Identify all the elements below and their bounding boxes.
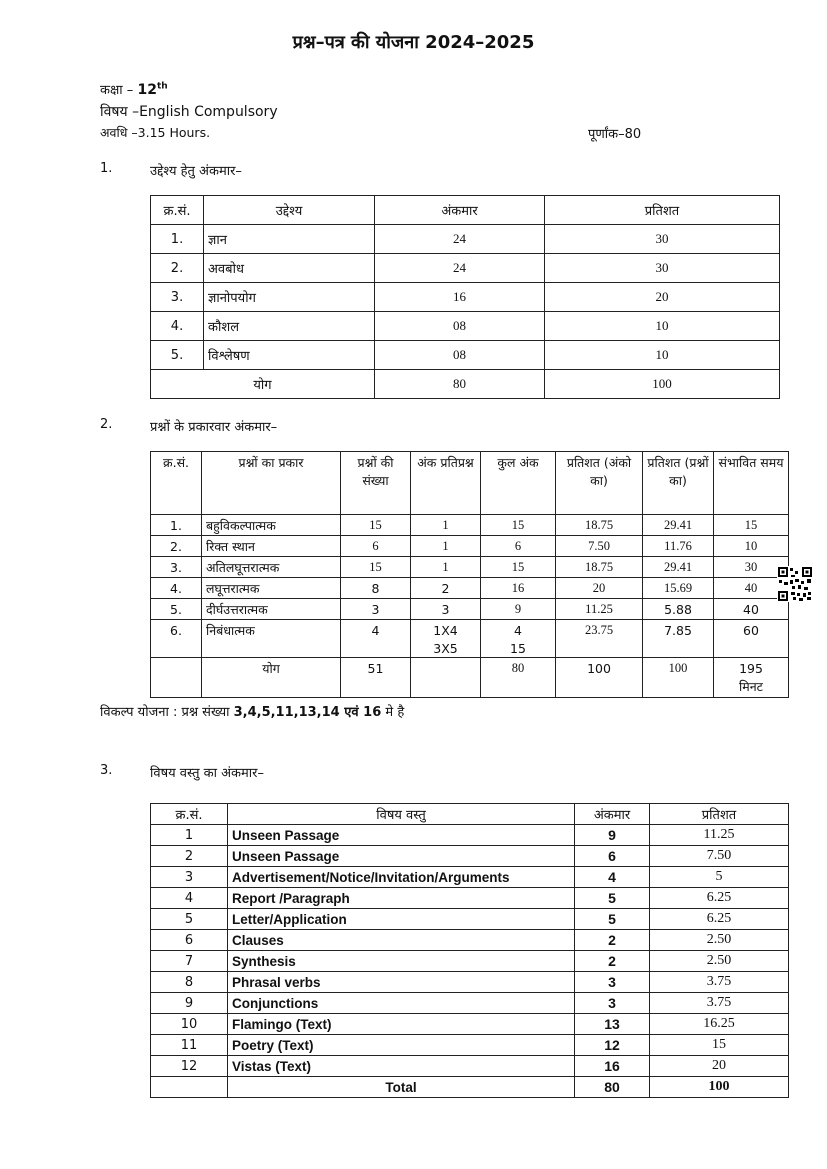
table-cell: 2.50 [650, 930, 789, 951]
table-cell: 12 [575, 1035, 650, 1056]
table-cell: 24 [375, 254, 545, 283]
table-cell: 5 [575, 888, 650, 909]
table-cell: 2 [575, 951, 650, 972]
time-total: 195 [739, 661, 763, 676]
table-cell: बहुविकल्पात्मक [202, 515, 341, 536]
table-cell: 29.41 [643, 557, 714, 578]
table-cell: 5 [575, 909, 650, 930]
table-cell: Poetry (Text) [228, 1035, 575, 1056]
table-cell: 9 [151, 993, 228, 1014]
table-cell: 5.88 [643, 599, 714, 620]
marks-line-2: 3X5 [433, 640, 458, 656]
table-row [151, 341, 780, 370]
duration-line: अवधि –3.15 Hours. [100, 125, 211, 140]
note-bold: 3,4,5,11,13,14 एवं 16 [233, 705, 382, 720]
section3-number: 3. [100, 763, 113, 778]
subject-line: विषय –English Compulsory [100, 104, 278, 120]
table-cell: 7 [151, 951, 228, 972]
table-cell: 11 [151, 1035, 228, 1056]
class-label: कक्षा – [100, 83, 134, 98]
table-row [151, 888, 789, 909]
page-title: प्रश्न–पत्र की योजना 2024–2025 [292, 32, 535, 53]
table-cell: 2. [151, 254, 204, 283]
header-cell: अंक प्रतिप्रश्न [411, 452, 481, 515]
header-cell: प्रश्नों का प्रकार [202, 452, 341, 515]
total-cell: 100 [545, 370, 780, 399]
table-cell: 1. [151, 515, 202, 536]
table-cell: कौशल [204, 312, 375, 341]
header-cell: अंकमार [575, 804, 650, 825]
table-cell: 18.75 [556, 515, 643, 536]
table-row [151, 599, 789, 620]
table-cell: 6 [341, 536, 411, 557]
section2-heading: प्रश्नों के प्रकारवार अंकमार– [150, 420, 278, 435]
table-cell: 16.25 [650, 1014, 789, 1035]
table-cell: 15 [341, 515, 411, 536]
total-cell: 80 [481, 658, 556, 698]
table-cell: 15 [341, 557, 411, 578]
section3-heading: विषय वस्तु का अंकमार– [150, 766, 264, 781]
table-cell: 10 [151, 1014, 228, 1035]
header-cell: उद्देश्य [204, 196, 375, 225]
header-cell: क्र.सं. [151, 196, 204, 225]
table-cell: 4 [575, 867, 650, 888]
table-header-row [151, 196, 780, 225]
table-cell: 08 [375, 341, 545, 370]
table-cell: 5 [151, 909, 228, 930]
total-cell: 80 [375, 370, 545, 399]
table-cell: 13 [575, 1014, 650, 1035]
table-cell: 9 [481, 599, 556, 620]
table-cell: 16 [375, 283, 545, 312]
table-cell: 30 [545, 225, 780, 254]
table-cell: 3. [151, 283, 204, 312]
qr-code-icon [777, 566, 813, 602]
table-total-row [151, 1077, 789, 1098]
table-cell: 1. [151, 225, 204, 254]
header-cell: प्रतिशत (अंको का) [556, 452, 643, 515]
table-cell: 10 [545, 341, 780, 370]
table-cell: 40 [714, 599, 789, 620]
table-total-row [151, 370, 780, 399]
table-cell: 2 [575, 930, 650, 951]
table-cell: 8 [341, 578, 411, 599]
table-cell: 5 [650, 867, 789, 888]
table-cell: 11.25 [556, 599, 643, 620]
header-cell: क्र.सं. [151, 804, 228, 825]
total-cell: 80 [575, 1077, 650, 1098]
table-cell: 20 [556, 578, 643, 599]
header-cell: अंकमार [375, 196, 545, 225]
table-cell: 4. [151, 578, 202, 599]
table-row [151, 1035, 789, 1056]
table-cell: 3 [151, 867, 228, 888]
table-cell: 7.50 [650, 846, 789, 867]
table-cell: 4 [151, 888, 228, 909]
note-suffix: मे है [381, 705, 405, 720]
table-cell [151, 1077, 228, 1098]
table-row [151, 225, 780, 254]
table-cell: 3.75 [650, 993, 789, 1014]
total-cell [411, 658, 481, 698]
table-cell: अतिलघूत्तरात्मक [202, 557, 341, 578]
table-cell: 24 [375, 225, 545, 254]
table-cell: 7.50 [556, 536, 643, 557]
section2-number: 2. [100, 417, 113, 432]
table-cell: 8 [151, 972, 228, 993]
total-line-2: 15 [510, 640, 526, 656]
total-line-1: 4 [514, 623, 522, 638]
table-cell: Unseen Passage [228, 825, 575, 846]
table-cell: निबंधात्मक [202, 620, 341, 658]
total-cell [714, 658, 789, 698]
question-type-table [150, 451, 789, 698]
table-row [151, 312, 780, 341]
table-row [151, 1014, 789, 1035]
table-cell: 3 [575, 972, 650, 993]
total-cell: 51 [341, 658, 411, 698]
table-cell: Conjunctions [228, 993, 575, 1014]
table-cell: 12 [151, 1056, 228, 1077]
total-label: योग [151, 370, 375, 399]
table-cell: 16 [575, 1056, 650, 1077]
table-row [151, 620, 789, 658]
total-cell: 100 [643, 658, 714, 698]
table-cell: 30 [545, 254, 780, 283]
table-row [151, 846, 789, 867]
header-cell: संभावित समय [714, 452, 789, 515]
header-cell: कुल अंक [481, 452, 556, 515]
table-cell: Phrasal verbs [228, 972, 575, 993]
table-cell: 6. [151, 620, 202, 658]
table-cell: 5. [151, 341, 204, 370]
table-cell: 15 [481, 557, 556, 578]
table-cell: 6 [575, 846, 650, 867]
table-cell: Letter/Application [228, 909, 575, 930]
table-cell: 1 [411, 557, 481, 578]
table-cell: 20 [650, 1056, 789, 1077]
max-marks: पूर्णांक–80 [588, 127, 642, 142]
table-cell: 3 [341, 599, 411, 620]
table-cell: 1 [411, 515, 481, 536]
option-scheme-note [100, 702, 404, 720]
table-cell: 10 [545, 312, 780, 341]
table-row [151, 557, 789, 578]
table-row [151, 578, 789, 599]
table-cell: 3 [411, 599, 481, 620]
table-cell: 4 [341, 620, 411, 658]
table-cell [481, 620, 556, 658]
table-row [151, 1056, 789, 1077]
table-cell: 4. [151, 312, 204, 341]
table-cell: 10 [714, 536, 789, 557]
table-cell: Clauses [228, 930, 575, 951]
class-line [100, 80, 168, 98]
class-value: 12 [137, 82, 157, 98]
table-cell: 2. [151, 536, 202, 557]
table-cell: 15 [650, 1035, 789, 1056]
table-cell: 40 [714, 578, 789, 599]
table-header-row [151, 452, 789, 515]
table-cell: 7.85 [643, 620, 714, 658]
table-cell: 15 [714, 515, 789, 536]
table-row [151, 972, 789, 993]
section1-heading: उद्देश्य हेतु अंकमार– [150, 164, 242, 179]
table-cell: अवबोध [204, 254, 375, 283]
table-cell: 5. [151, 599, 202, 620]
table-row [151, 930, 789, 951]
table-cell: 6 [151, 930, 228, 951]
table-cell: ज्ञानोपयोग [204, 283, 375, 312]
table-row [151, 515, 789, 536]
content-table [150, 803, 789, 1098]
total-cell: 100 [650, 1077, 789, 1098]
table-cell: 15 [481, 515, 556, 536]
table-cell: ज्ञान [204, 225, 375, 254]
table-cell: Flamingo (Text) [228, 1014, 575, 1035]
table-cell: 1 [151, 825, 228, 846]
header-cell: प्रश्नों की संख्या [341, 452, 411, 515]
table-cell: 3.75 [650, 972, 789, 993]
total-label: योग [202, 658, 341, 698]
table-cell: विश्लेषण [204, 341, 375, 370]
table-cell: 2.50 [650, 951, 789, 972]
table-cell: 11.76 [643, 536, 714, 557]
total-label: Total [228, 1077, 575, 1098]
table-cell: 60 [714, 620, 789, 658]
table-cell: Advertisement/Notice/Invitation/Arguments [228, 867, 575, 888]
table-row [151, 825, 789, 846]
table-cell: लघूत्तरात्मक [202, 578, 341, 599]
table-cell: Vistas (Text) [228, 1056, 575, 1077]
table-cell: 23.75 [556, 620, 643, 658]
total-cell: 100 [556, 658, 643, 698]
table-cell: 2 [151, 846, 228, 867]
table-row [151, 951, 789, 972]
table-total-row [151, 658, 789, 698]
header-cell: प्रतिशत [545, 196, 780, 225]
table-row [151, 536, 789, 557]
table-row [151, 867, 789, 888]
class-sup: th [156, 81, 168, 92]
table-cell: 9 [575, 825, 650, 846]
table-cell: 6.25 [650, 888, 789, 909]
header-cell: प्रतिशत [650, 804, 789, 825]
header-cell: क्र.सं. [151, 452, 202, 515]
table-cell: 08 [375, 312, 545, 341]
table-cell: 3 [575, 993, 650, 1014]
table-cell: Unseen Passage [228, 846, 575, 867]
table-cell: 1 [411, 536, 481, 557]
table-row [151, 993, 789, 1014]
note-prefix: विकल्प योजना : प्रश्न संख्या [100, 705, 234, 720]
table-row [151, 254, 780, 283]
table-cell [411, 620, 481, 658]
table-cell: Synthesis [228, 951, 575, 972]
table-cell: 6.25 [650, 909, 789, 930]
table-header-row [151, 804, 789, 825]
table-cell: 20 [545, 283, 780, 312]
table-cell: Report /Paragraph [228, 888, 575, 909]
table-cell: 15.69 [643, 578, 714, 599]
section1-number: 1. [100, 161, 113, 176]
table-row [151, 909, 789, 930]
table-cell: रिक्त स्थान [202, 536, 341, 557]
table-cell: 11.25 [650, 825, 789, 846]
table-cell: 2 [411, 578, 481, 599]
objectives-table [150, 195, 780, 399]
table-cell: 3. [151, 557, 202, 578]
header-cell: विषय वस्तु [228, 804, 575, 825]
table-cell: 16 [481, 578, 556, 599]
header-cell: प्रतिशत (प्रश्नों का) [643, 452, 714, 515]
table-cell: 29.41 [643, 515, 714, 536]
marks-line-1: 1X4 [433, 623, 458, 638]
table-cell: दीर्घउत्तरात्मक [202, 599, 341, 620]
table-cell: 18.75 [556, 557, 643, 578]
table-cell: 6 [481, 536, 556, 557]
table-cell [151, 658, 202, 698]
time-unit: मिनट [739, 678, 763, 694]
table-cell: 30 [714, 557, 789, 578]
table-row [151, 283, 780, 312]
